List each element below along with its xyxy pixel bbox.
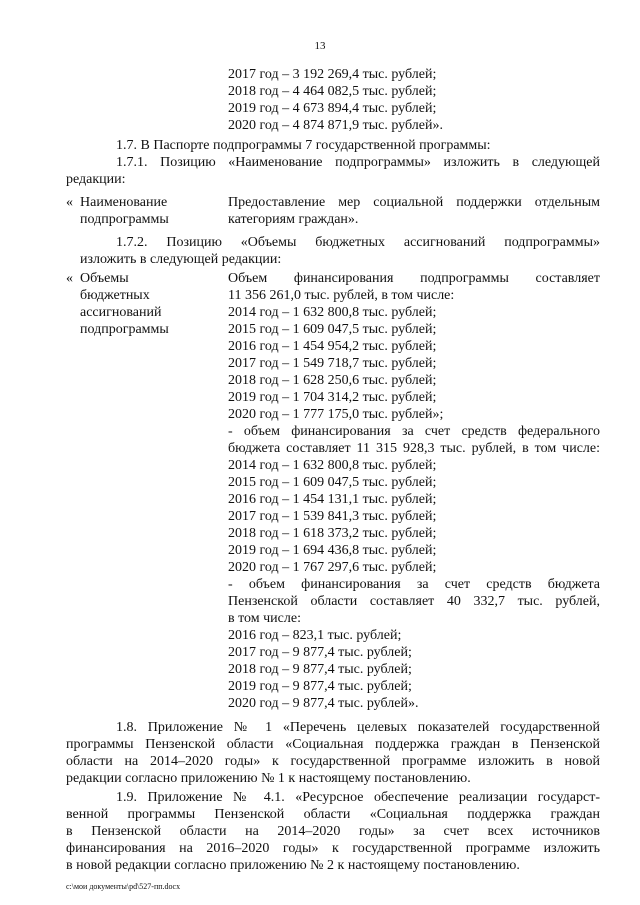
table-value: Предоставление мер социальной поддержки отдельным [228, 195, 600, 210]
paragraph-line: венной программы Пензенской области «Социальная поддержка граждан [66, 807, 600, 822]
paragraph-line: в Пензенской области на 2014–2020 годы» за счет всех источников [66, 824, 600, 839]
table-label: подпрограммы [80, 322, 169, 337]
paragraph-line: области на 2014–2020 годы» к государственной программе изложить в новой [66, 754, 600, 769]
federal-year-line: 2019 год – 1 694 436,8 тыс. рублей; [228, 543, 437, 558]
federal-year-line: 2014 год – 1 632 800,8 тыс. рублей; [228, 458, 437, 473]
paragraph-line: 1.8. Приложение № 1 «Перечень целевых показателей государственной [116, 720, 600, 735]
table-value: категориям граждан». [228, 212, 359, 227]
paragraph-1-7-2-line: 1.7.2. Позицию «Объемы бюджетных ассигнований подпрограммы» [116, 235, 600, 250]
paragraph-1-7-title: 1.7. В Паспорте подпрограммы 7 государственной программы: [116, 138, 491, 153]
paragraph-line: редакции согласно приложению № 1 к настоящему постановлению. [66, 771, 471, 786]
paragraph-line: финансирования на 2016–2020 годы» к государственной программе изложить [66, 841, 600, 856]
regional-year-line: 2017 год – 9 877,4 тыс. рублей; [228, 645, 412, 660]
table-label: Наименование [80, 195, 168, 210]
table-label: Объемы [80, 271, 129, 286]
intro-year-line: 2019 год – 4 673 894,4 тыс. рублей; [228, 101, 437, 116]
federal-year-line: 2020 год – 1 767 297,6 тыс. рублей; [228, 560, 437, 575]
regional-year-line: 2019 год – 9 877,4 тыс. рублей; [228, 679, 412, 694]
federal-year-line: 2016 год – 1 454 131,1 тыс. рублей; [228, 492, 437, 507]
regional-funding-line: в том числе: [228, 611, 301, 626]
regional-year-line: 2018 год – 9 877,4 тыс. рублей; [228, 662, 412, 677]
total-year-line: 2018 год – 1 628 250,6 тыс. рублей; [228, 373, 437, 388]
total-funding-line: Объем финансирования подпрограммы составляет [228, 271, 600, 286]
federal-year-line: 2015 год – 1 609 047,5 тыс. рублей; [228, 475, 437, 490]
total-funding-line: 11 356 261,0 тыс. рублей, в том числе: [228, 288, 455, 303]
regional-funding-line: Пензенской области составляет 40 332,7 тыс. рублей, [228, 594, 600, 609]
intro-year-line: 2017 год – 3 192 269,4 тыс. рублей; [228, 67, 437, 82]
federal-funding-line: бюджета составляет 11 315 928,3 тыс. рублей, в том числе: [228, 441, 600, 456]
opening-quote: « [66, 271, 73, 286]
paragraph-1-7-1-line: редакции: [66, 172, 126, 187]
footer-file-path: c:\мои документы\pd\527-пп.docx [66, 882, 181, 891]
paragraph-line: 1.9. Приложение № 4.1. «Ресурсное обеспечение реализации государст- [116, 790, 600, 805]
total-year-line: 2014 год – 1 632 800,8 тыс. рублей; [228, 305, 437, 320]
federal-year-line: 2018 год – 1 618 373,2 тыс. рублей; [228, 526, 437, 541]
regional-funding-line: - объем финансирования за счет средств бюджета [228, 577, 600, 592]
intro-year-line: 2018 год – 4 464 082,5 тыс. рублей; [228, 84, 437, 99]
table-label: бюджетных [80, 288, 150, 303]
paragraph-1-7-1-line: 1.7.1. Позицию «Наименование подпрограммы» изложить в следующей [116, 155, 600, 170]
opening-quote: « [66, 195, 73, 210]
total-year-line: 2017 год – 1 549 718,7 тыс. рублей; [228, 356, 437, 371]
total-year-line: 2020 год – 1 777 175,0 тыс. рублей»; [228, 407, 444, 422]
regional-year-line: 2016 год – 823,1 тыс. рублей; [228, 628, 402, 643]
intro-year-line: 2020 год – 4 874 871,9 тыс. рублей». [228, 118, 443, 133]
total-year-line: 2016 год – 1 454 954,2 тыс. рублей; [228, 339, 437, 354]
federal-year-line: 2017 год – 1 539 841,3 тыс. рублей; [228, 509, 437, 524]
paragraph-line: программы Пензенской области «Социальная поддержка граждан в Пензенской [66, 737, 600, 752]
paragraph-1-7-2-line: изложить в следующей редакции: [80, 252, 282, 267]
paragraph-line: в новой редакции согласно приложению № 2 к настоящему постановлению. [66, 858, 520, 873]
table-label: подпрограммы [80, 212, 169, 227]
total-year-line: 2019 год – 1 704 314,2 тыс. рублей; [228, 390, 437, 405]
table-label: ассигнований [80, 305, 162, 320]
page-number: 13 [314, 40, 326, 52]
total-year-line: 2015 год – 1 609 047,5 тыс. рублей; [228, 322, 437, 337]
federal-funding-line: - объем финансирования за счет средств федерального [228, 424, 600, 439]
regional-year-line: 2020 год – 9 877,4 тыс. рублей». [228, 696, 419, 711]
